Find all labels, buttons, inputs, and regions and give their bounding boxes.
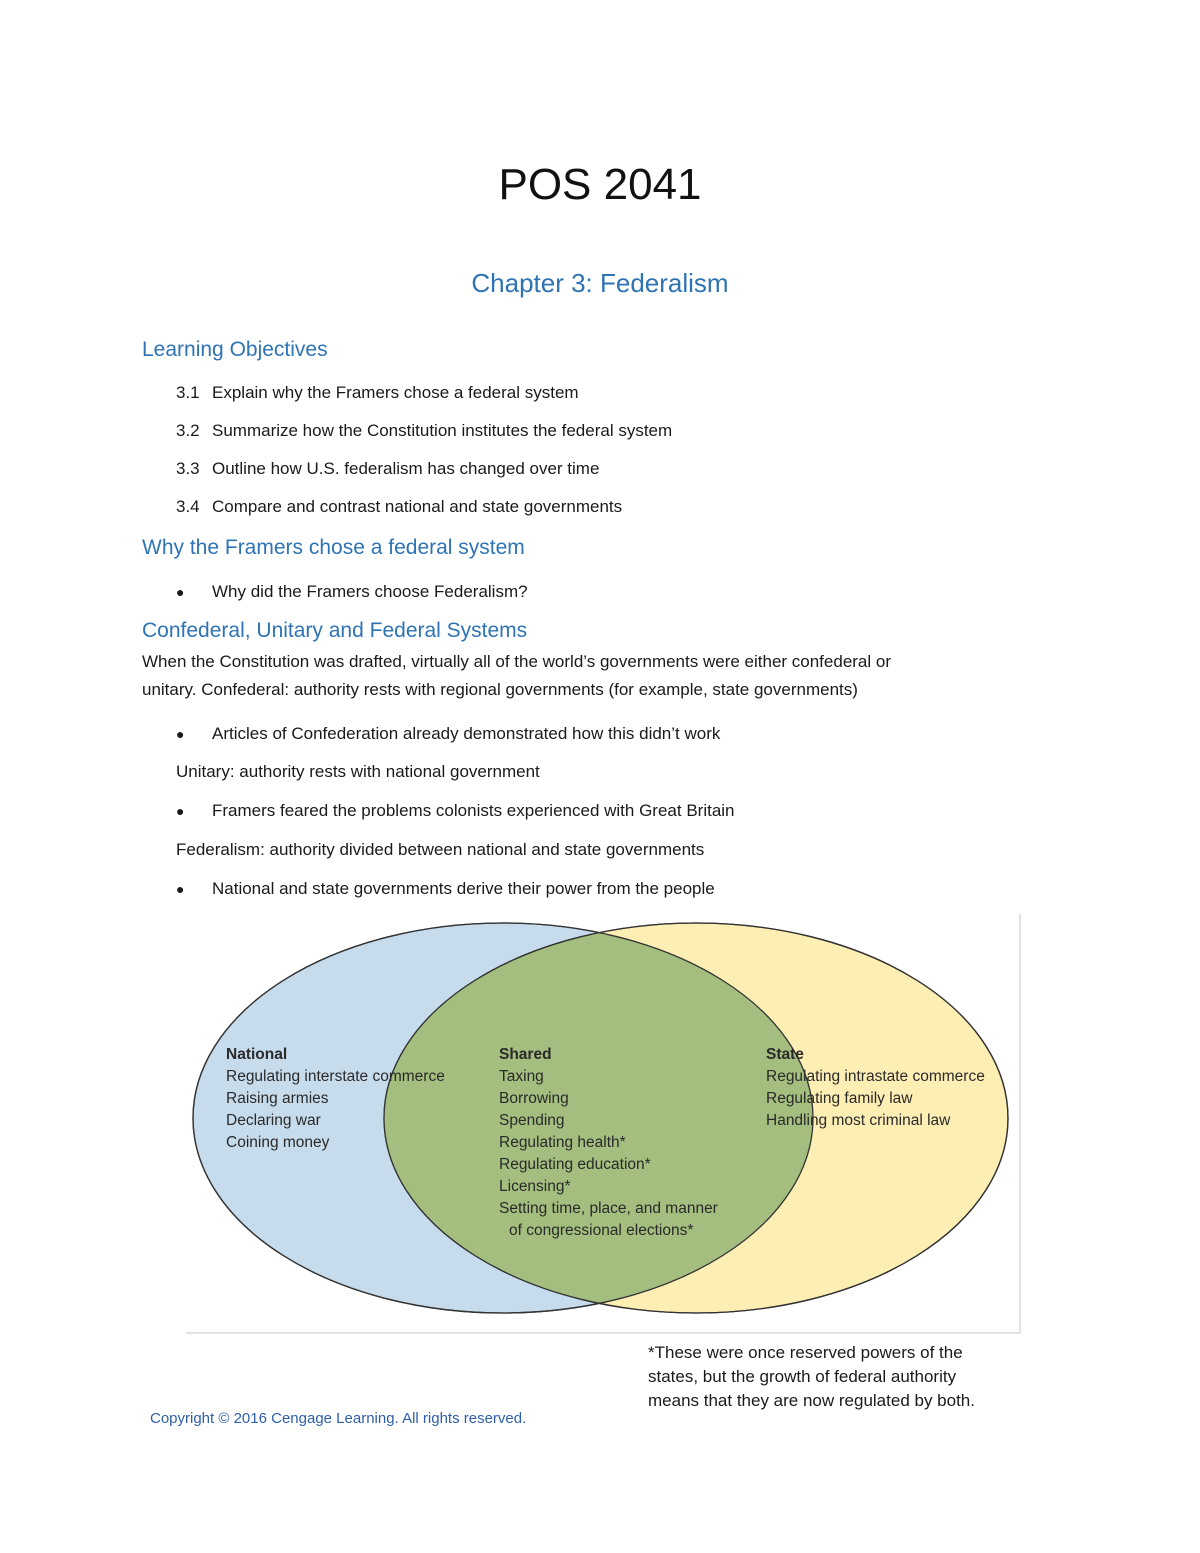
objective-item <box>176 383 579 403</box>
objective-text: Compare and contrast national and state governments <box>212 497 623 516</box>
state-item: Handling most criminal law <box>766 1112 951 1129</box>
bullet-item <box>176 879 715 899</box>
footnote-line: means that they are now regulated by both. <box>648 1391 975 1410</box>
objective-number: 3.2 <box>176 421 200 440</box>
shared-item: Spending <box>499 1112 565 1129</box>
venn-footnote <box>648 1341 1048 1413</box>
bullet-text: National and state governments derive their power from the people <box>212 879 715 898</box>
paragraph-line: When the Constitution was drafted, virtually all of the world’s governments were either confederal or <box>142 652 892 671</box>
national-item: Raising armies <box>226 1090 329 1107</box>
unitary-definition: Unitary: authority rests with national government <box>176 762 540 781</box>
systems-paragraph <box>142 648 1062 704</box>
national-item: Declaring war <box>226 1112 321 1129</box>
venn-diagram <box>186 910 1026 1335</box>
national-heading: National <box>226 1046 288 1063</box>
footnote-line: *These were once reserved powers of the <box>648 1343 963 1362</box>
bullet-text: Why did the Framers choose Federalism? <box>212 582 528 601</box>
bullet-text: Articles of Confederation already demonstrated how this didn’t work <box>212 724 721 743</box>
objective-text: Summarize how the Constitution institutes the federal system <box>212 421 673 440</box>
shared-item: Regulating education* <box>499 1156 651 1173</box>
paragraph-line: unitary. Confederal: authority rests with regional governments (for example, state governments) <box>142 680 858 699</box>
learning-objectives-heading: Learning Objectives <box>142 338 328 361</box>
objective-text: Explain why the Framers chose a federal system <box>212 383 579 402</box>
objective-number: 3.3 <box>176 459 200 478</box>
objective-number: 3.4 <box>176 497 200 516</box>
national-item: Regulating interstate commerce <box>226 1068 445 1085</box>
bullet-item <box>176 801 735 821</box>
bullet-icon: ● <box>176 881 185 897</box>
bullet-icon: ● <box>176 584 185 600</box>
national-item: Coining money <box>226 1134 330 1151</box>
shared-item: Licensing* <box>499 1178 571 1195</box>
bullet-icon: ● <box>176 803 185 819</box>
footnote-line: states, but the growth of federal authority <box>648 1367 957 1386</box>
why-framers-heading: Why the Framers chose a federal system <box>142 536 525 559</box>
bullet-text: Framers feared the problems colonists experienced with Great Britain <box>212 801 735 820</box>
shared-item: of congressional elections* <box>509 1222 694 1239</box>
state-item: Regulating intrastate commerce <box>766 1068 985 1085</box>
objective-text: Outline how U.S. federalism has changed over time <box>212 459 600 478</box>
objective-item <box>176 497 622 517</box>
shared-item: Taxing <box>499 1068 544 1085</box>
shared-heading: Shared <box>499 1046 552 1063</box>
document-title: POS 2041 <box>498 160 702 209</box>
bullet-icon: ● <box>176 726 185 742</box>
shared-item: Borrowing <box>499 1090 569 1107</box>
bullet-item <box>176 724 720 744</box>
systems-heading: Confederal, Unitary and Federal Systems <box>142 619 528 642</box>
federalism-definition: Federalism: authority divided between national and state governments <box>176 840 705 859</box>
copyright-notice: Copyright © 2016 Cengage Learning. All rights reserved. <box>150 1410 527 1427</box>
objective-item <box>176 421 672 441</box>
shared-item: Regulating health* <box>499 1134 626 1151</box>
objective-item <box>176 459 599 479</box>
state-heading: State <box>766 1046 804 1063</box>
state-item: Regulating family law <box>766 1090 913 1107</box>
shared-item: Setting time, place, and manner <box>499 1200 718 1217</box>
chapter-heading: Chapter 3: Federalism <box>471 268 729 298</box>
bullet-item <box>176 582 528 602</box>
objective-number: 3.1 <box>176 383 200 402</box>
